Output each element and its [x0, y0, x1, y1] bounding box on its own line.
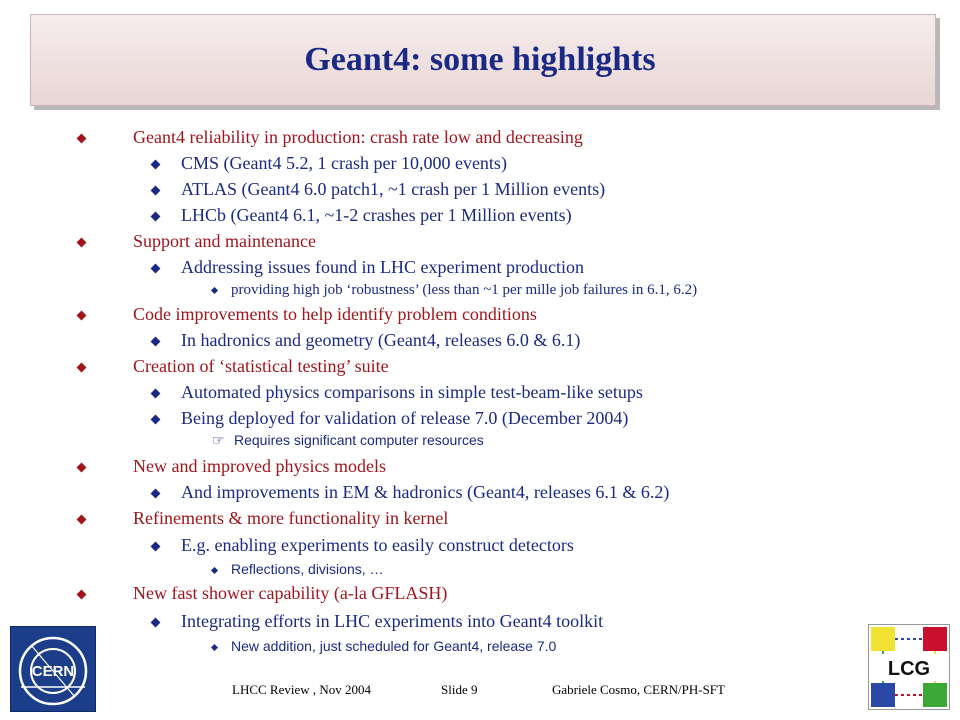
bullet-level2 — [152, 382, 643, 403]
bullet-text: CMS (Geant4 5.2, 1 crash per 10,000 events) — [181, 153, 507, 173]
bullet-text: New fast shower capability (a-la GFLASH) — [133, 583, 448, 603]
bullet-level1 — [78, 231, 316, 252]
diamond-bullet-icon — [211, 287, 218, 294]
bullet-text: ATLAS (Geant4 6.0 patch1, ~1 crash per 1 Million events) — [181, 179, 606, 199]
bullet-text: providing high job ‘robustness’ (less than ~1 per mille job failures in 6.1, 6.2) — [231, 282, 698, 298]
bullet-text: Requires significant computer resources — [234, 432, 484, 448]
bullet-level1 — [78, 304, 537, 325]
diamond-bullet-icon — [151, 212, 161, 222]
bullet-level2 — [152, 153, 507, 174]
bullet-text: E.g. enabling experiments to easily construct detectors — [181, 535, 574, 555]
bullet-level2 — [152, 482, 669, 503]
diamond-bullet-icon — [211, 567, 218, 574]
diamond-bullet-icon — [77, 311, 87, 321]
bullet-level2 — [152, 535, 574, 556]
bullet-level3 — [212, 282, 697, 299]
bullet-text: Geant4 reliability in production: crash rate low and decreasing — [133, 127, 583, 147]
lcg-logo — [868, 624, 950, 710]
bullet-level1 — [78, 356, 389, 377]
bullet-text: Integrating efforts in LHC experiments into Geant4 toolkit — [181, 611, 604, 631]
bullet-text: Automated physics comparisons in simple test-beam-like setups — [181, 382, 643, 402]
diamond-bullet-icon — [151, 264, 161, 274]
bullet-level1 — [78, 583, 447, 604]
bullet-level2 — [152, 257, 584, 278]
bullet-level1 — [78, 127, 583, 148]
lcg-logo-text: LCG — [887, 658, 931, 680]
footer-slide-number: Slide 9 — [441, 682, 478, 697]
bullet-level2 — [152, 179, 605, 200]
diamond-bullet-icon — [151, 160, 161, 170]
bullet-text: In hadronics and geometry (Geant4, releases 6.0 & 6.1) — [181, 330, 581, 350]
bullet-level2 — [152, 611, 603, 632]
diamond-bullet-icon — [77, 134, 87, 144]
bullet-level1 — [78, 456, 386, 477]
bullet-level3 — [212, 638, 556, 654]
diamond-bullet-icon — [77, 590, 87, 600]
bullet-text: New addition, just scheduled for Geant4, release 7.0 — [231, 638, 557, 654]
diamond-bullet-icon — [151, 542, 161, 552]
diamond-bullet-icon — [151, 415, 161, 425]
pointing-hand-icon: ☞ — [212, 432, 225, 448]
bullet-level3 — [212, 561, 384, 577]
bullet-text: Code improvements to help identify problem conditions — [133, 304, 537, 324]
bullet-level2 — [152, 408, 628, 429]
footer-event: LHCC Review , Nov 2004 — [232, 682, 372, 697]
bullet-text: Addressing issues found in LHC experiment production — [181, 257, 584, 277]
diamond-bullet-icon — [151, 618, 161, 628]
diamond-bullet-icon — [77, 515, 87, 525]
cern-logo-text: CERN — [31, 663, 75, 680]
bullet-text: New and improved physics models — [133, 456, 386, 476]
slide-title: Geant4: some highlights — [304, 41, 656, 78]
bullet-text: Support and maintenance — [133, 231, 316, 251]
bullet-text: Reflections, divisions, … — [231, 561, 384, 577]
bullet-text: LHCb (Geant4 6.1, ~1-2 crashes per 1 Million events) — [181, 205, 572, 225]
bullet-level2 — [152, 330, 580, 351]
diamond-bullet-icon — [151, 337, 161, 347]
lcg-logo-graphic — [869, 625, 949, 709]
bullet-level1 — [78, 508, 448, 529]
diamond-bullet-icon — [77, 463, 87, 473]
bullet-text: Creation of ‘statistical testing’ suite — [133, 356, 389, 376]
bullet-level3 — [212, 432, 484, 449]
diamond-bullet-icon — [151, 389, 161, 399]
bullet-level2 — [152, 205, 572, 226]
diamond-bullet-icon — [211, 644, 218, 651]
bullet-text: And improvements in EM & hadronics (Geant4, releases 6.1 & 6.2) — [181, 482, 670, 502]
footer-author: Gabriele Cosmo, CERN/PH-SFT — [552, 682, 725, 697]
bullet-text: Refinements & more functionality in kernel — [133, 508, 449, 528]
bullet-text: Being deployed for validation of release 7.0 (December 2004) — [181, 408, 629, 428]
diamond-bullet-icon — [77, 238, 87, 248]
diamond-bullet-icon — [151, 186, 161, 196]
cern-logo — [10, 626, 96, 712]
diamond-bullet-icon — [77, 363, 87, 373]
diamond-bullet-icon — [151, 489, 161, 499]
cern-logo-graphic — [11, 627, 95, 711]
